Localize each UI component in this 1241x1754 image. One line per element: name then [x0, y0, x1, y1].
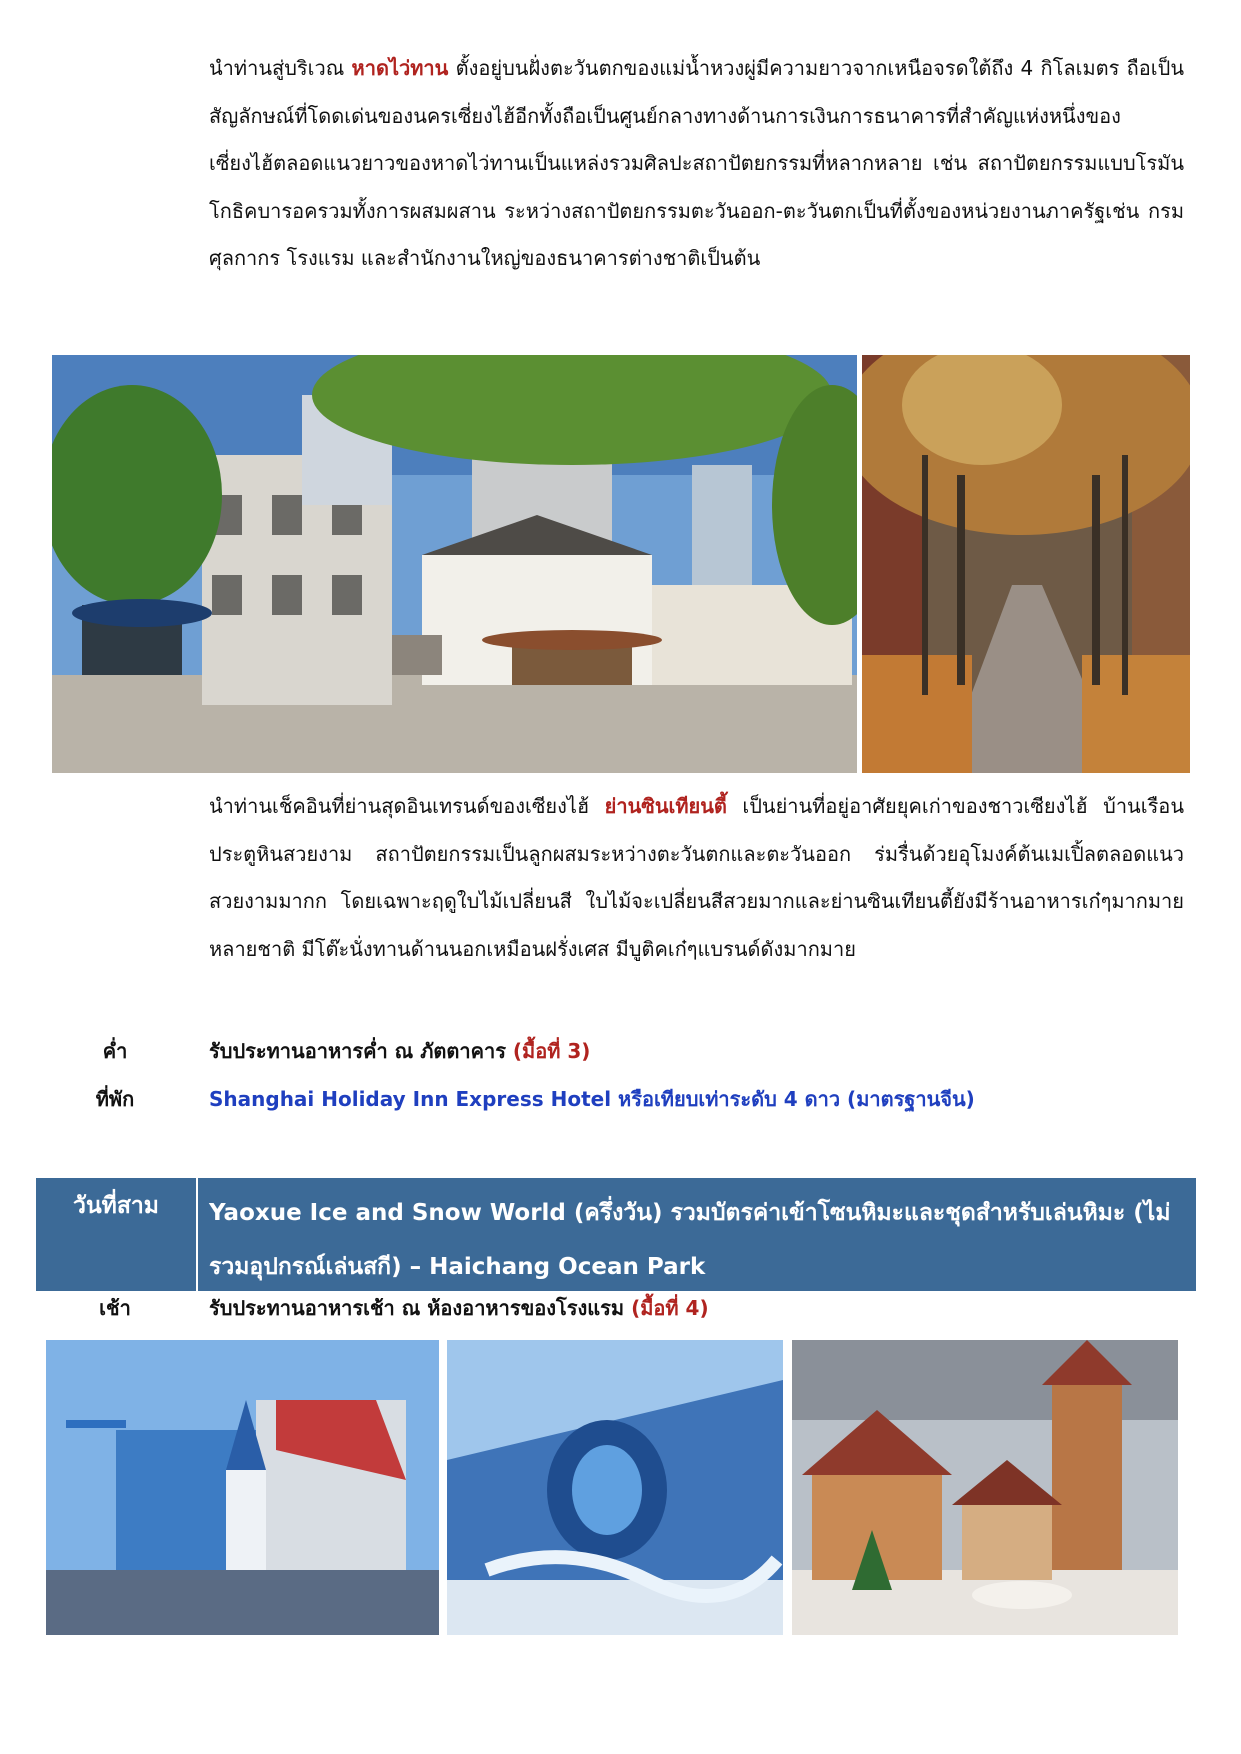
xintiandi-plaza-photo [52, 355, 857, 773]
dinner-meal-number: (มื้อที่ 3) [512, 1039, 591, 1063]
day3-divider [196, 1178, 198, 1291]
breakfast-label: เช้า [99, 1296, 131, 1320]
day3-label: วันที่สาม [73, 1193, 159, 1219]
autumn-avenue-photo [862, 355, 1190, 773]
dinner-label: ค่ำ [102, 1039, 128, 1063]
intro2-post: เป็นย่านที่อยู่อาศัยยุคเก่าของชาวเซียงไฮ้ บ้านเรือนประตูหินสวยงาม สถาปัตยกรรมเป็นลูกผสมระหว่างตะวันตกและตะวันออก ร่มรื่นด้วยอุโมงค์ต้นเมเปิ้ลตลอดแนวสวยงามมากก โดยเฉพาะฤดูใบไม้เปลี่ยนสี ใบไม้จะเปลี่ยนสีสวยมากและย่านซินเทียนตี้ยังมีร้านอาหารเก๋ๆมากมายหลายชาติ มีโต๊ะนั่งทานด้านนอกเหมือนฝรั่งเศส มีบูติคเก๋ๆแบรนด์ดังมากมาย [209, 794, 1184, 961]
ice-snow-world-exterior-photo [46, 1340, 439, 1635]
dinner-desc: รับประทานอาหารค่ำ ณ ภัตตาคาร [209, 1039, 513, 1063]
hotel-label: ที่พัก [95, 1087, 135, 1111]
intro1-post: ตั้งอยู่บนฝั่งตะวันตกของแม่น้ำหวงผู่มีความยาวจากเหนือจรดใต้ถึง 4 กิโลเมตร ถือเป็นสัญลักษณ์ที่โดดเด่นของนครเซี่ยงไฮ้อีกทั้งถือเป็นศูนย์กลางทางด้านการเงินการธนาคารที่สำคัญแห่งหนึ่งของเซี่ยงไฮ้ตลอดแนวยาวของหาดไว่ทานเป็นแหล่งรวมศิลปะสถาปัตยกรรมที่หลากหลาย เช่น สถาปัตยกรรมแบบโรมันโกธิคบารอครวมทั้งการผสมผสาน ระหว่างสถาปัตยกรรมตะวันออก-ตะวันตกเป็นที่ตั้งของหน่วยงานภาครัฐเช่น กรมศุลกากร โรงแรม และสำนักงานใหญ่ของธนาคารต่างชาติเป็นต้น [209, 56, 1184, 270]
ice-snow-world-entrance-photo [447, 1340, 783, 1635]
day3-header-band [36, 1178, 1196, 1291]
day3-title: Yaoxue Ice and Snow World (ครึ่งวัน) รวมบัตรค่าเข้าโซนหิมะและชุดสำหรับเล่นหิมะ (ไม่รวมอุปกรณ์เล่นสกี) – Haichang Ocean Park [209, 1200, 1171, 1280]
intro-paragraph-bund [209, 45, 1184, 283]
hotel-text: Shanghai Holiday Inn Express Hotel หรือเทียบเท่าระดับ 4 ดาว (มาตรฐานจีน) [209, 1087, 975, 1111]
intro2-pre: นำท่านเช็คอินที่ย่านสุดอินเทรนด์ของเซียงไฮ้ [209, 794, 605, 818]
ice-snow-world-interior-photo [792, 1340, 1178, 1635]
breakfast-meal-number: (มื้อที่ 4) [631, 1296, 709, 1320]
intro1-pre: นำท่านสู่บริเวณ [209, 56, 352, 80]
xintiandi-highlight: ย่านซินเทียนตี้ [604, 794, 727, 818]
breakfast-desc: รับประทานอาหารเช้า ณ ห้องอาหารของโรงแรม [209, 1296, 632, 1320]
bund-highlight: หาดไว่ทาน [351, 56, 449, 80]
dinner-text [209, 1035, 590, 1067]
breakfast-text [209, 1292, 709, 1324]
intro-paragraph-xintiandi [209, 783, 1184, 973]
